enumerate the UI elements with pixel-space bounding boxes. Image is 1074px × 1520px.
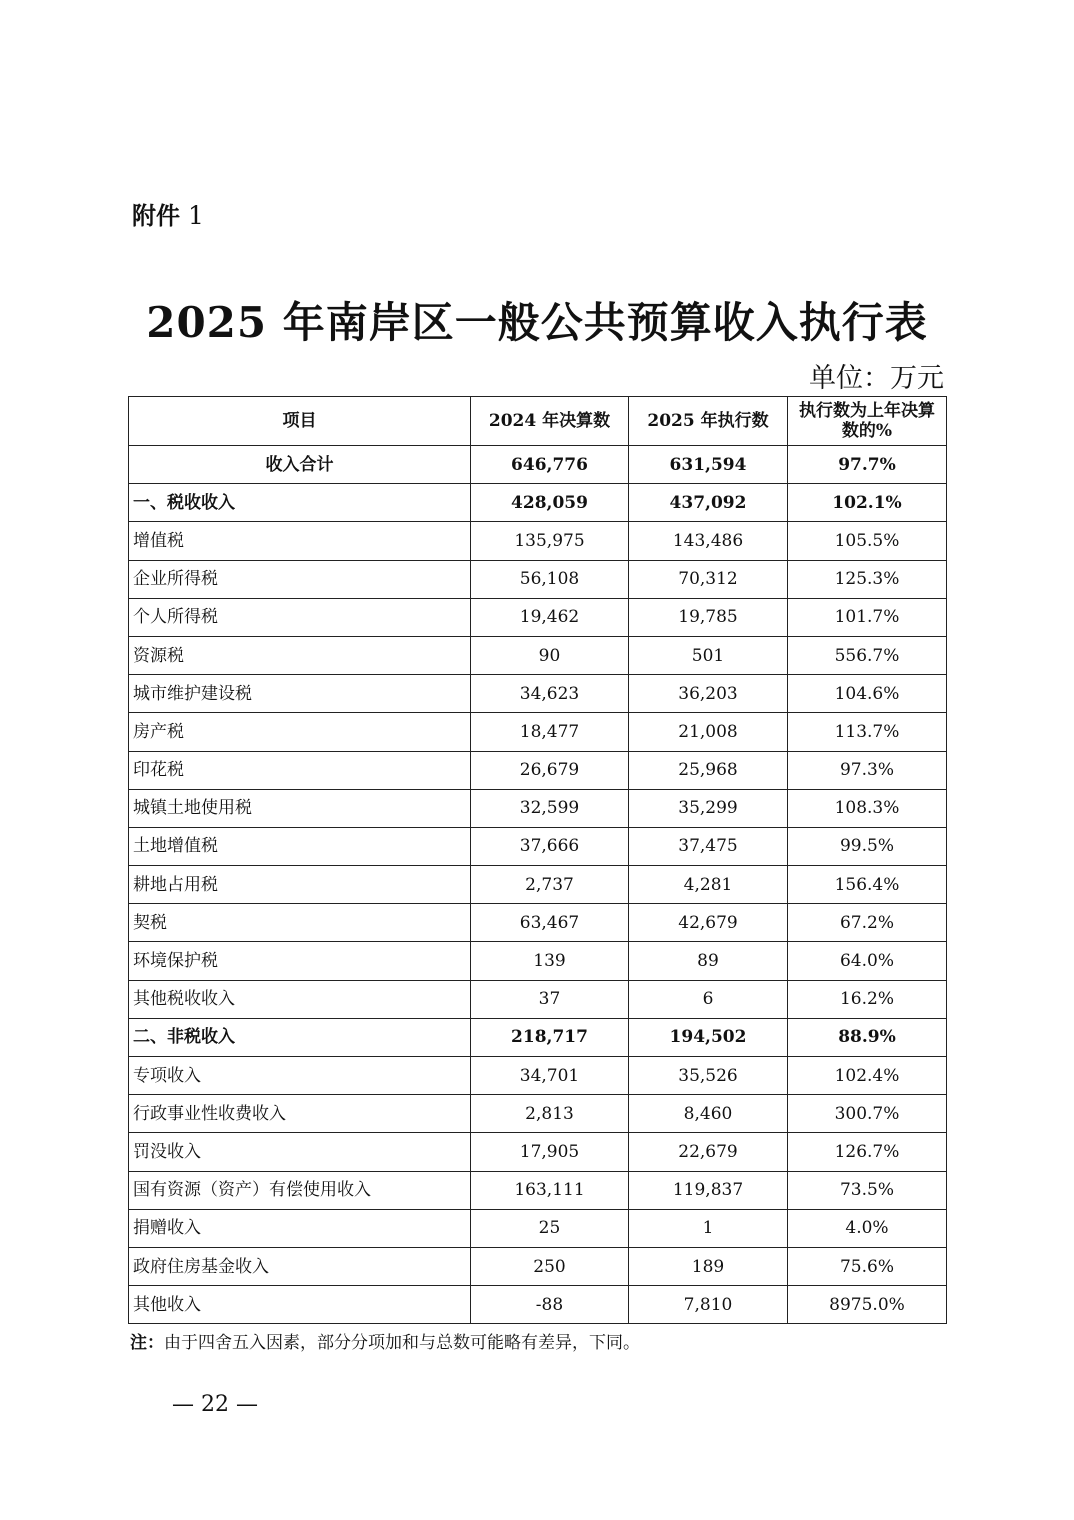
row-2024-cell: 63,467 [471,904,629,942]
row-2025-cell: 437,092 [629,484,788,522]
row-2025-cell: 1 [629,1209,788,1247]
row-pct-cell: 75.6% [788,1247,947,1285]
row-name-cell: 罚没收入 [129,1133,471,1171]
row-pct-cell: 125.3% [788,560,947,598]
row-name-cell: 印花税 [129,751,471,789]
row-name-cell: 资源税 [129,636,471,674]
row-2024-cell: 2,813 [471,1095,629,1133]
table-row [129,1095,947,1133]
row-2024-cell: 163,111 [471,1171,629,1209]
table-row [129,598,947,636]
table-row [129,827,947,865]
table-row [129,675,947,713]
table-row [129,560,947,598]
row-2024-cell: 428,059 [471,484,629,522]
table-row [129,1018,947,1056]
table-row [129,484,947,522]
row-pct-cell: 113.7% [788,713,947,751]
row-2025-cell: 501 [629,636,788,674]
row-2025-cell: 25,968 [629,751,788,789]
row-2024-cell: 135,975 [471,522,629,560]
table-row [129,789,947,827]
table-row [129,636,947,674]
row-2025-cell: 189 [629,1247,788,1285]
attachment-number: 1 [187,201,204,230]
table-row [129,1057,947,1095]
row-2025-cell: 194,502 [629,1018,788,1056]
row-2024-cell: 37,666 [471,827,629,865]
unit-label: 单位：万元 [809,363,944,394]
row-name-cell: 房产税 [129,713,471,751]
row-2024-cell: 18,477 [471,713,629,751]
row-2025-cell: 21,008 [629,713,788,751]
attachment-label-text: 附件 [132,202,180,230]
row-pct-cell: 102.1% [788,484,947,522]
row-2024-cell: 2,737 [471,866,629,904]
row-2024-cell: 37 [471,980,629,1018]
row-name-cell: 土地增值税 [129,827,471,865]
row-2024-cell: -88 [471,1286,629,1324]
row-name-cell: 城镇土地使用税 [129,789,471,827]
column-header-pct: 执行数为上年决算数的% [788,397,947,446]
row-pct-cell: 73.5% [788,1171,947,1209]
row-name-cell: 国有资源（资产）有偿使用收入 [129,1171,471,1209]
row-pct-cell: 108.3% [788,789,947,827]
row-2024-cell: 32,599 [471,789,629,827]
row-name-cell: 耕地占用税 [129,866,471,904]
table-row [129,980,947,1018]
row-2025-cell: 22,679 [629,1133,788,1171]
footnote-label: 注： [130,1333,164,1353]
table-body [129,446,947,1324]
row-2024-cell: 56,108 [471,560,629,598]
column-header-2024: 2024 年决算数 [471,397,629,446]
row-name-cell: 企业所得税 [129,560,471,598]
column-header-item: 项目 [129,397,471,446]
row-pct-cell: 16.2% [788,980,947,1018]
row-pct-cell: 97.7% [788,446,947,484]
row-pct-cell: 99.5% [788,827,947,865]
row-pct-cell: 88.9% [788,1018,947,1056]
row-pct-cell: 64.0% [788,942,947,980]
page-title: 2025 年南岸区一般公共预算收入执行表 [146,298,928,347]
row-2024-cell: 34,701 [471,1057,629,1095]
row-2025-cell: 89 [629,942,788,980]
row-pct-cell: 102.4% [788,1057,947,1095]
table-row [129,904,947,942]
row-name-cell: 专项收入 [129,1057,471,1095]
table-row [129,942,947,980]
row-pct-cell: 104.6% [788,675,947,713]
row-2024-cell: 26,679 [471,751,629,789]
row-pct-cell: 4.0% [788,1209,947,1247]
row-2025-cell: 42,679 [629,904,788,942]
row-name-cell: 二、非税收入 [129,1018,471,1056]
row-2025-cell: 6 [629,980,788,1018]
row-pct-cell: 67.2% [788,904,947,942]
row-name-cell: 其他收入 [129,1286,471,1324]
table-header-row [129,397,947,446]
row-name-cell: 个人所得税 [129,598,471,636]
row-2025-cell: 70,312 [629,560,788,598]
row-2024-cell: 250 [471,1247,629,1285]
attachment-label [132,196,204,231]
row-2024-cell: 646,776 [471,446,629,484]
row-2025-cell: 143,486 [629,522,788,560]
row-pct-cell: 126.7% [788,1133,947,1171]
row-name-cell: 行政事业性收费收入 [129,1095,471,1133]
column-header-2025: 2025 年执行数 [629,397,788,446]
table-row [129,522,947,560]
row-pct-cell: 101.7% [788,598,947,636]
row-2024-cell: 34,623 [471,675,629,713]
row-pct-cell: 156.4% [788,866,947,904]
row-name-cell: 环境保护税 [129,942,471,980]
table-row [129,1133,947,1171]
row-2025-cell: 35,299 [629,789,788,827]
row-2024-cell: 90 [471,636,629,674]
row-2025-cell: 631,594 [629,446,788,484]
row-name-cell: 收入合计 [129,446,471,484]
row-2025-cell: 37,475 [629,827,788,865]
table-row [129,713,947,751]
row-pct-cell: 556.7% [788,636,947,674]
table-row [129,446,947,484]
row-2024-cell: 17,905 [471,1133,629,1171]
row-2025-cell: 119,837 [629,1171,788,1209]
table-row [129,1209,947,1247]
revenue-table [128,396,947,1324]
row-2024-cell: 19,462 [471,598,629,636]
row-pct-cell: 8975.0% [788,1286,947,1324]
table-row [129,751,947,789]
row-2025-cell: 8,460 [629,1095,788,1133]
row-name-cell: 政府住房基金收入 [129,1247,471,1285]
row-name-cell: 一、税收收入 [129,484,471,522]
footnote-text: 由于四舍五入因素，部分分项加和与总数可能略有差异，下同。 [164,1333,640,1353]
row-name-cell: 其他税收收入 [129,980,471,1018]
footnote [130,1328,640,1353]
row-pct-cell: 97.3% [788,751,947,789]
table-row [129,1286,947,1324]
row-2024-cell: 218,717 [471,1018,629,1056]
row-2025-cell: 7,810 [629,1286,788,1324]
row-pct-cell: 300.7% [788,1095,947,1133]
row-2025-cell: 4,281 [629,866,788,904]
table-row [129,1247,947,1285]
row-name-cell: 城市维护建设税 [129,675,471,713]
row-pct-cell: 105.5% [788,522,947,560]
table-row [129,1171,947,1209]
row-2025-cell: 35,526 [629,1057,788,1095]
row-2024-cell: 139 [471,942,629,980]
row-name-cell: 捐赠收入 [129,1209,471,1247]
row-name-cell: 增值税 [129,522,471,560]
table-row [129,866,947,904]
row-2025-cell: 19,785 [629,598,788,636]
row-2025-cell: 36,203 [629,675,788,713]
row-name-cell: 契税 [129,904,471,942]
page-number: — 22 — [172,1392,258,1417]
row-2024-cell: 25 [471,1209,629,1247]
